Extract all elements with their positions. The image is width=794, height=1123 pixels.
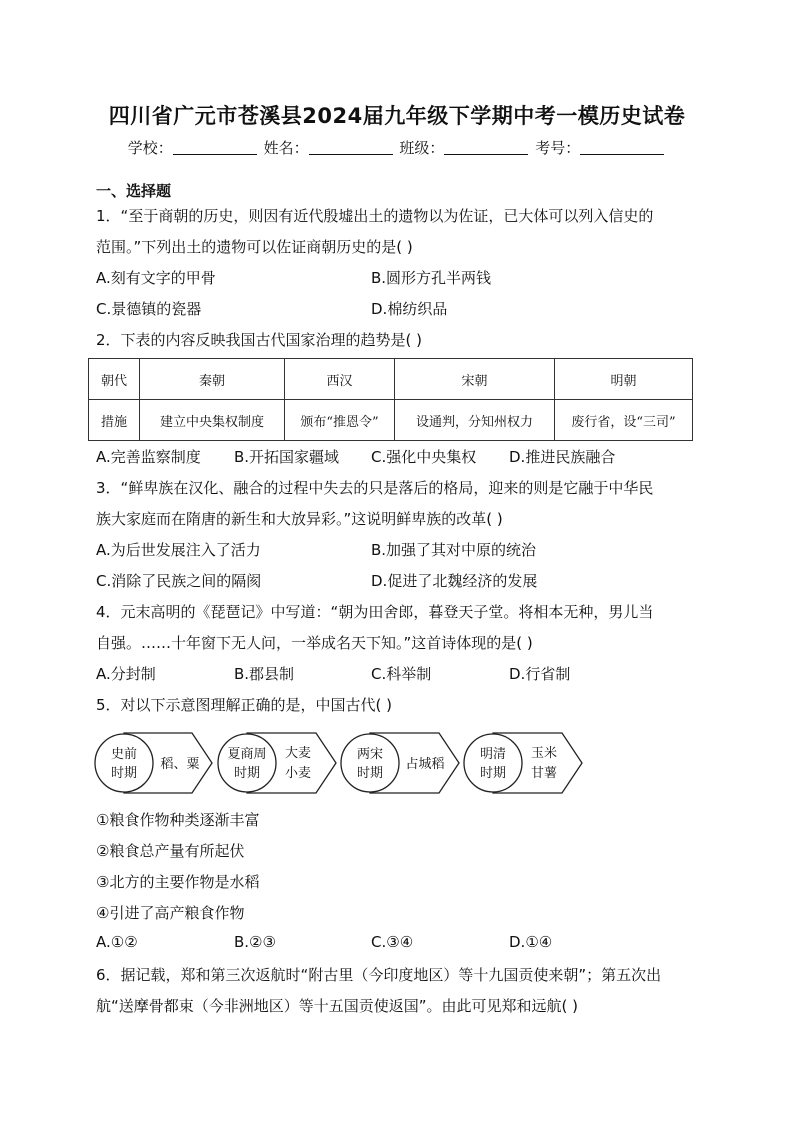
q3-option-c[interactable]: C.消除了民族之间的隔阂 xyxy=(96,572,262,590)
q5-statement-4: ④引进了高产粮食作物 xyxy=(96,904,245,922)
q5-statement-1: ①粮食作物种类逐渐丰富 xyxy=(96,811,260,829)
q3-stem-line1: 3．“鲜卑族在汉化、融合的过程中失去的只是落后的格局，迎来的则是它融于中华民 xyxy=(96,479,654,497)
q5-option-b[interactable]: B.②③ xyxy=(234,933,276,951)
period-circle xyxy=(464,734,522,792)
q4-option-b[interactable]: B.郡县制 xyxy=(234,665,295,683)
table-cell: 颁布“推恩令” xyxy=(285,400,395,441)
crop-label: 玉米 xyxy=(530,746,558,761)
table-cell: 废行省，设“三司” xyxy=(555,400,693,441)
period-label: 时期 xyxy=(233,766,261,781)
table-cell: 建立中央集权制度 xyxy=(140,400,285,441)
q1-stem-line1: 1．“至于商朝的历史，则因有近代殷墟出土的遗物以为佐证，已大体可以列入信史的 xyxy=(96,207,654,225)
name-label: 姓名： xyxy=(263,139,309,157)
q1-option-b[interactable]: B.圆形方孔半两钱 xyxy=(371,269,492,287)
table-cell: 措施 xyxy=(89,400,140,441)
q4-stem-line1: 4．元末高明的《琵琶记》中写道：“朝为田舍郎，暮登天子堂。将相本无种，男儿当 xyxy=(96,603,654,621)
q5-option-a[interactable]: A.①② xyxy=(96,933,138,951)
number-label: 考号： xyxy=(535,139,581,157)
school-blank[interactable] xyxy=(173,140,257,155)
q3-option-d[interactable]: D.促进了北魏经济的发展 xyxy=(371,572,538,590)
q4-stem-line2: 自强。……十年窗下无人问，一举成名天下知。”这首诗体现的是( ) xyxy=(96,634,533,652)
school-label: 学校： xyxy=(127,139,173,157)
table-cell: 西汉 xyxy=(285,359,395,400)
section-heading: 一、选择题 xyxy=(96,182,172,200)
table-cell: 秦朝 xyxy=(140,359,285,400)
crop-label: 占城稻 xyxy=(405,757,445,772)
q1-option-a[interactable]: A.刻有文字的甲骨 xyxy=(96,269,216,287)
q2-option-d[interactable]: D.推进民族融合 xyxy=(509,448,616,466)
q2-option-a[interactable]: A.完善监察制度 xyxy=(96,448,201,466)
q5-option-d[interactable]: D.①④ xyxy=(509,933,553,951)
period-label: 史前 xyxy=(110,747,138,762)
q4-option-d[interactable]: D.行省制 xyxy=(509,665,571,683)
class-blank[interactable] xyxy=(444,140,528,155)
q5-statement-2: ②粮食总产量有所起伏 xyxy=(96,842,245,860)
exam-title: 四川省广元市苍溪县2024届九年级下学期中考一模历史试卷 xyxy=(108,104,686,128)
period-label: 夏商周 xyxy=(227,747,267,762)
student-info-line xyxy=(0,137,794,158)
table-cell: 明朝 xyxy=(555,359,693,400)
period-label: 时期 xyxy=(356,766,384,781)
period-label: 两宋 xyxy=(356,747,384,762)
q3-stem-line2: 族大家庭而在隋唐的新生和大放异彩。”这说明鲜卑族的改革( ) xyxy=(96,510,503,528)
table-cell: 朝代 xyxy=(89,359,140,400)
q6-stem-line2: 航“送摩骨都束（今非洲地区）等十五国贡使返国”。由此可见郑和远航( ) xyxy=(96,997,579,1015)
table-cell: 宋朝 xyxy=(395,359,555,400)
table-row xyxy=(89,400,693,441)
crop-label: 稻、粟 xyxy=(160,757,200,772)
table-row xyxy=(89,359,693,400)
q3-option-b[interactable]: B.加强了其对中原的统治 xyxy=(371,541,537,559)
q6-stem-line1: 6．据记载，郑和第三次返航时“附古里（今印度地区）等十九国贡使来朝”；第五次出 xyxy=(96,966,662,984)
q4-option-c[interactable]: C.科举制 xyxy=(371,665,432,683)
period-circle xyxy=(341,734,399,792)
q3-option-a[interactable]: A.为后世发展注入了活力 xyxy=(96,541,261,559)
crop-label: 甘薯 xyxy=(530,766,558,781)
q2-stem: 2．下表的内容反映我国古代国家治理的趋势是( ) xyxy=(96,331,423,349)
period-label: 明清 xyxy=(479,747,507,762)
period-label: 时期 xyxy=(479,766,507,781)
q5-stem: 5．对以下示意图理解正确的是，中国古代( ) xyxy=(96,696,393,714)
crop-label: 小麦 xyxy=(284,766,312,781)
number-blank[interactable] xyxy=(580,140,664,155)
table-cell: 设通判，分知州权力 xyxy=(395,400,555,441)
q5-statement-3: ③北方的主要作物是水稻 xyxy=(96,873,260,891)
crop-evolution-diagram xyxy=(94,723,594,803)
q1-option-d[interactable]: D.棉纺织品 xyxy=(371,300,448,318)
q2-table xyxy=(88,358,693,441)
q2-option-b[interactable]: B.开拓国家疆域 xyxy=(234,448,340,466)
name-blank[interactable] xyxy=(309,140,393,155)
crop-label: 大麦 xyxy=(284,746,312,761)
class-label: 班级： xyxy=(399,139,445,157)
q2-option-c[interactable]: C.强化中央集权 xyxy=(371,448,477,466)
period-circle xyxy=(95,734,153,792)
q5-option-c[interactable]: C.③④ xyxy=(371,933,414,951)
q1-stem-line2: 范围。”下列出土的遗物可以佐证商朝历史的是( ) xyxy=(96,238,413,256)
period-label: 时期 xyxy=(110,766,138,781)
q4-option-a[interactable]: A.分封制 xyxy=(96,665,156,683)
period-circle xyxy=(218,734,276,792)
q1-option-c[interactable]: C.景德镇的瓷器 xyxy=(96,300,202,318)
